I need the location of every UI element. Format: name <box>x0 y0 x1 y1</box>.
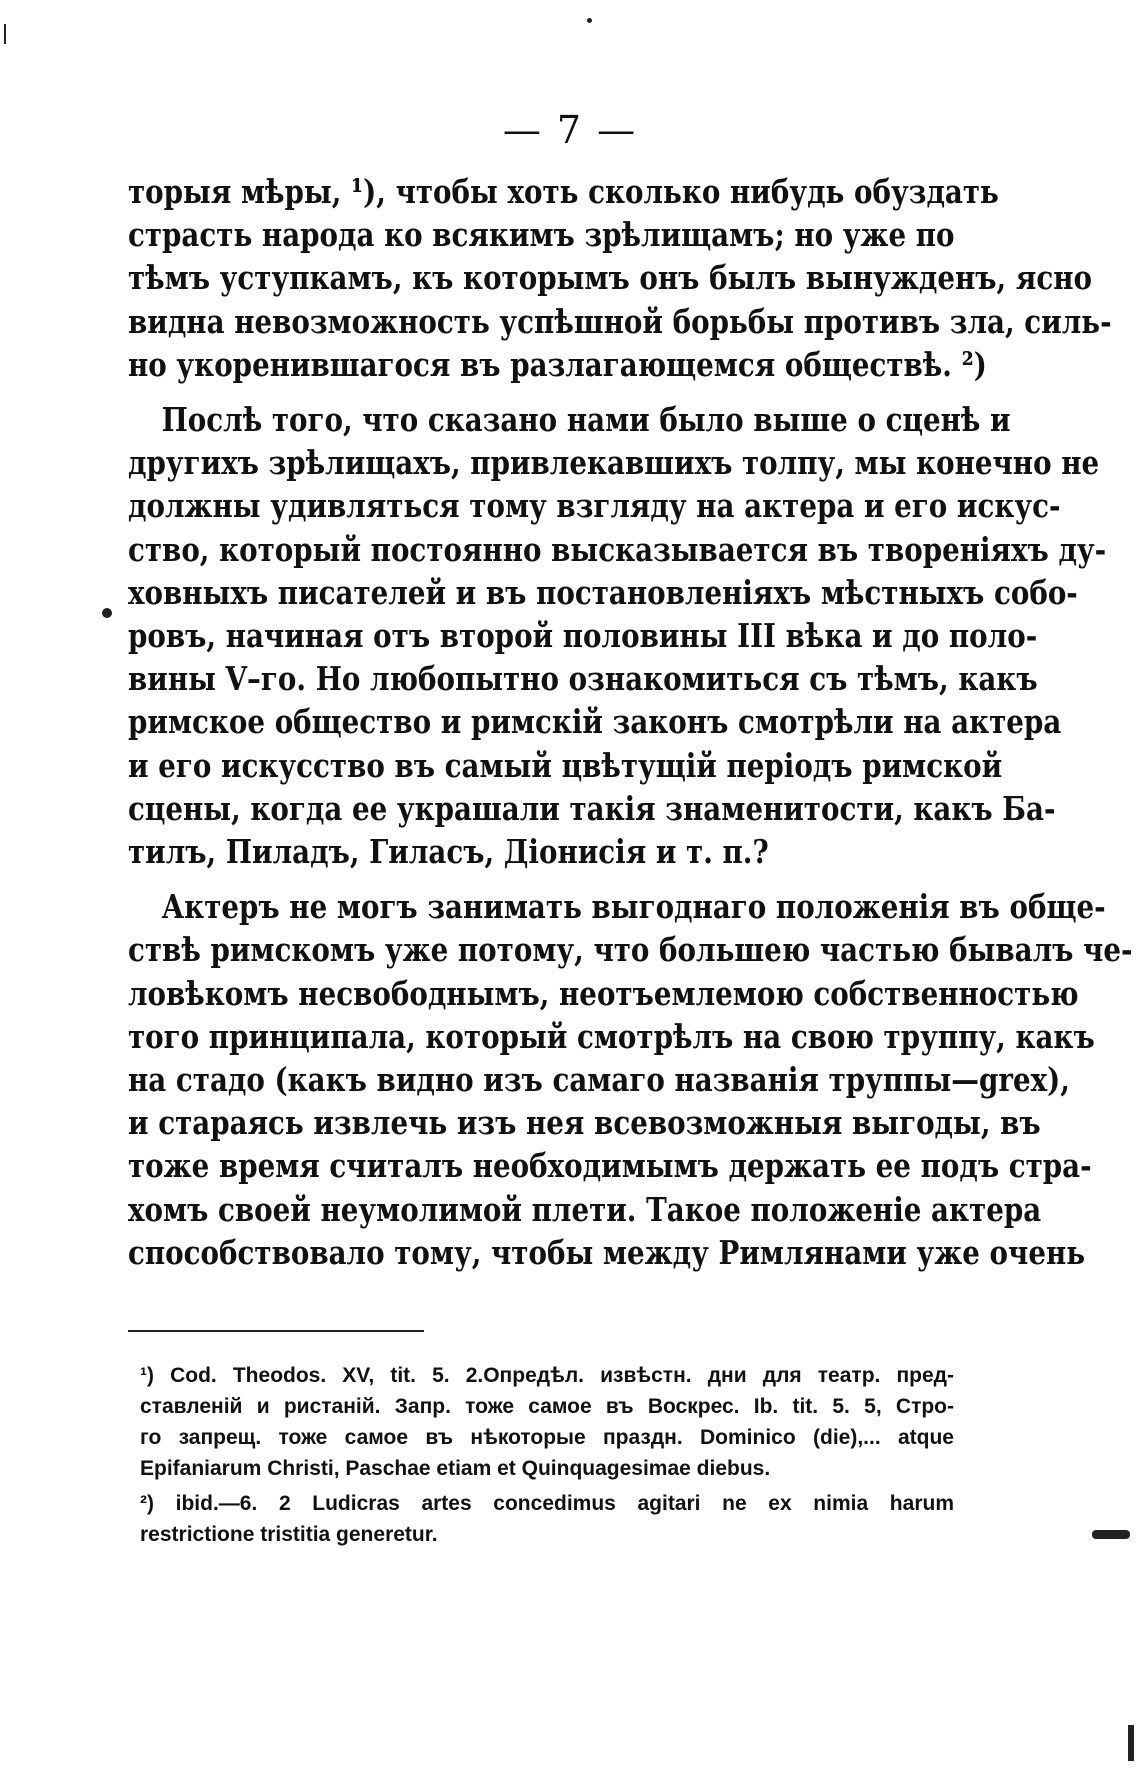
text-line: способствовало тому, чтобы между Римлянами уже очень <box>128 1232 1086 1272</box>
text-line: вины V–го. Но любопытно ознакомиться съ тѣмъ, какъ <box>128 659 1038 699</box>
footnote-line: Epifaniarum Christi, Paschae etiam et Quinquagesimae diebus. <box>140 1457 771 1480</box>
main-text <box>128 170 1133 1274</box>
text-line: римское общество и римскій законъ смотрѣли на актера <box>128 702 1062 742</box>
footnote-line: ¹) Cod. Theodos. XV, tit. 5. 2.Опредѣл. извѣстн. дни для театр. пред- <box>140 1364 954 1387</box>
scan-mark <box>587 18 592 23</box>
scan-mark <box>4 24 6 44</box>
text-line: ство, который постоянно высказывается въ твореніяхъ ду- <box>128 529 1107 569</box>
text-line: и стараясь извлечь изъ нея всевозможныя выгоды, въ <box>128 1103 1041 1143</box>
text-line: ловѣкомъ несвободнымъ, неотъемлемою собственностью <box>128 973 1079 1013</box>
paragraph <box>128 398 1107 873</box>
footnotes <box>140 1360 954 1550</box>
scan-mark <box>1128 1725 1134 1761</box>
text-line: тѣмъ уступкамъ, къ которымъ онъ былъ вынужденъ, ясно <box>128 258 1092 298</box>
text-line: ствѣ римскомъ уже потому, что большею частью бывалъ че- <box>128 930 1133 970</box>
text-line: страсть народа ко всякимъ зрѣлищамъ; но уже по <box>128 215 955 255</box>
text-line: и его искусство въ самый цвѣтущій періодъ римской <box>128 745 1003 785</box>
text-line: другихъ зрѣлищахъ, привлекавшихъ толпу, мы конечно не <box>128 443 1100 483</box>
paragraph <box>128 170 1112 386</box>
footnote <box>140 1488 954 1550</box>
footnote-line: го запрещ. тоже самое въ нѣкоторые праздн. Dominico (die),... atque <box>140 1426 954 1449</box>
text-line: должны удивляться тому взгляду на актера и его искус- <box>128 486 1061 526</box>
text-line: торыя мѣры, ¹), чтобы хоть сколько нибудь обуздать <box>128 172 999 211</box>
text-line: на стадо (какъ видно изъ самаго названія труппы—grex), <box>128 1060 1070 1100</box>
footnote-line: ²) ibid.—6. 2 Ludicras artes concedimus agitari ne ex nimia harum <box>140 1492 954 1515</box>
text-line: тилъ, Пиладъ, Гиласъ, Діонисія и т. п.? <box>128 832 769 872</box>
text-line: тоже время считалъ необходимымъ держать ее подъ стра- <box>128 1146 1092 1186</box>
paragraph <box>128 885 1133 1274</box>
scan-mark <box>102 608 112 618</box>
text-line: сцены, когда ее украшали такія знаменитости, какъ Ба- <box>128 788 1056 828</box>
text-line: но укоренившагося въ разлагающемся обществѣ. ²) <box>128 344 987 384</box>
footnote-line: restrictione tristitia generetur. <box>140 1523 438 1546</box>
scan-mark <box>1092 1530 1130 1539</box>
footnote <box>140 1360 954 1484</box>
text-line: того принципала, который смотрѣлъ на свою труппу, какъ <box>128 1016 1095 1056</box>
text-line: видна невозможность успѣшной борьбы противъ зла, силь- <box>128 301 1112 341</box>
text-line: Актеръ не могъ занимать выгоднаго положенія въ обще- <box>161 887 1106 927</box>
text-line: Послѣ того, что сказано нами было выше о сценѣ и <box>161 400 1011 440</box>
text-line: ховныхъ писателей и въ постановленіяхъ мѣстныхъ собо- <box>128 572 1078 612</box>
page-number: — 7 — <box>502 108 638 152</box>
text-line: ровъ, начиная отъ второй половины III вѣка и до поло- <box>128 616 1038 656</box>
footnote-divider <box>128 1330 424 1332</box>
text-line: хомъ своей неумолимой плети. Такое положеніе актера <box>128 1189 1042 1229</box>
footnote-line: ставленій и ристаній. Запр. тоже самое въ Воскрес. Ib. tit. 5. 5, Стро- <box>140 1395 954 1418</box>
